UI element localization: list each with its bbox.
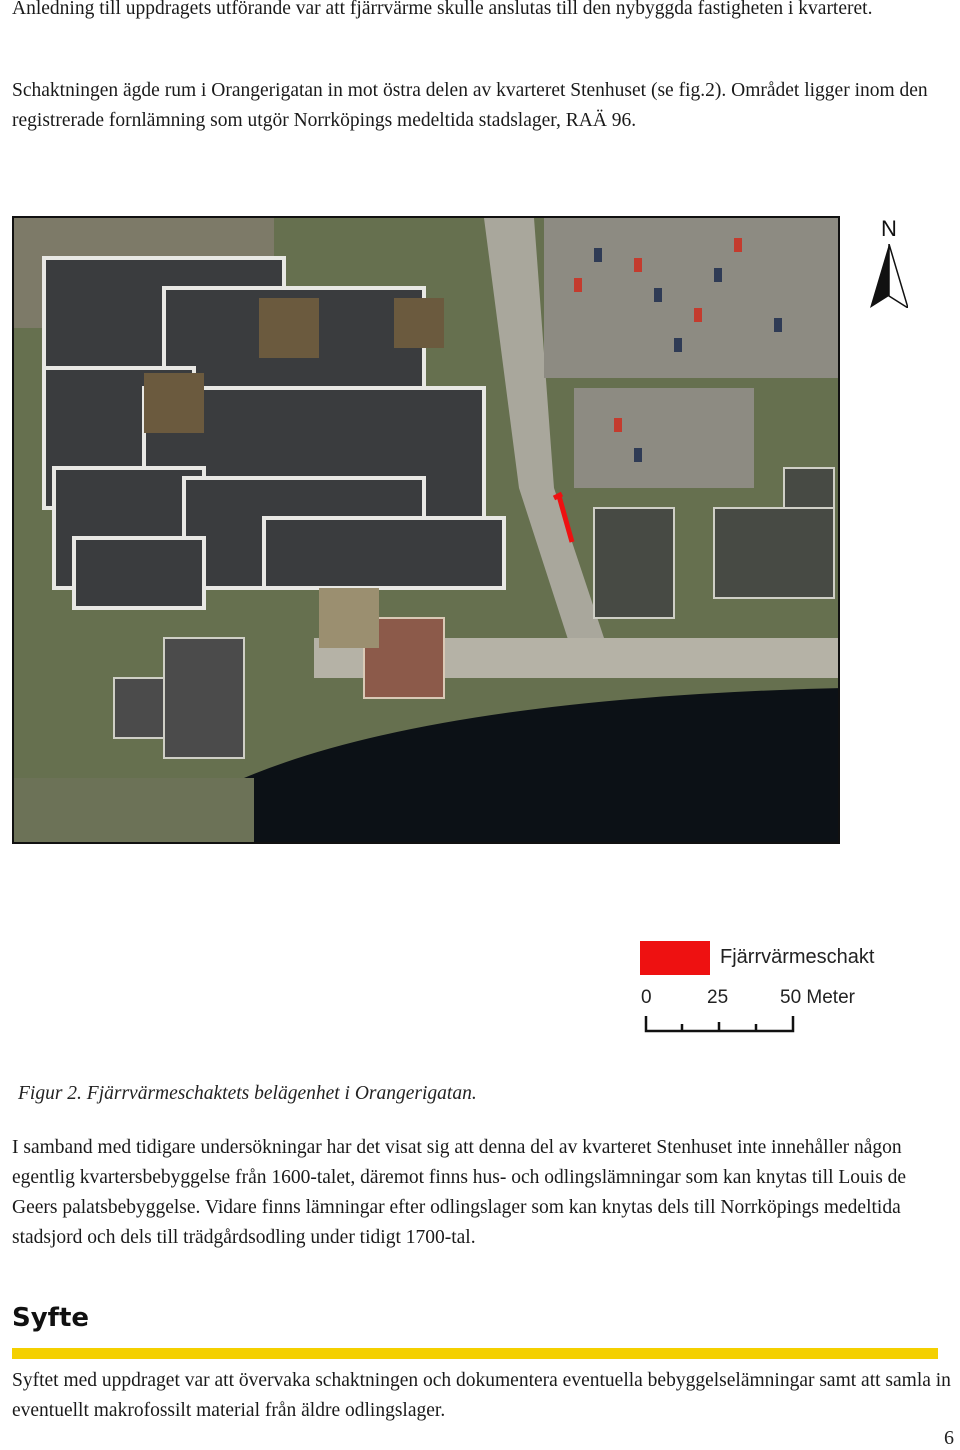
intro-paragraph-1: Anledning till uppdragets utförande var att fjärrvärme skulle anslutas till den nybyggda fastigheten i kvarteret. xyxy=(12,0,873,19)
scale-label-50: 50 Meter xyxy=(780,987,855,1008)
body-paragraph: I samband med tidigare undersökningar har det visat sig att denna del av kvarteret Stenhuset inte innehåller någon egentlig kvartersbebyggelse från 1600-talet, däremot finns hus- och odlingslämningar som kan knytas till Louis de Geers palatsbebyggelse. Vidare finns lämningar efter odlingslager som kan knytas dels till Norrköpings medeltida stadsjord och dels till trädgårdsodling under tidigt 1700-tal. xyxy=(12,1137,907,1248)
north-label: N xyxy=(881,216,897,241)
page-number: 6 xyxy=(944,1427,954,1449)
heading-rule xyxy=(12,1348,938,1359)
figure-caption: Figur 2. Fjärrvärmeschaktets belägenhet i Orangerigatan. xyxy=(18,1083,477,1104)
intro-paragraph-2: Schaktningen ägde rum i Orangerigatan in mot östra delen av kvarteret Stenhuset (se fig.2). Området ligger inom den registrerade fornlämning som utgör Norrköpings medeltida stadslager, RAÄ 96. xyxy=(12,80,928,131)
scale-bar xyxy=(644,1014,796,1034)
legend-swatch xyxy=(640,941,710,975)
purpose-paragraph: Syftet med uppdraget var att övervaka schaktningen och dokumentera eventuella bebyggelselämningar samt att samla in eventuellt makrofossilt material från äldre odlingslager. xyxy=(12,1370,951,1421)
north-arrow-icon xyxy=(870,244,908,308)
legend-label: Fjärrvärmeschakt xyxy=(720,946,875,968)
scale-label-0: 0 xyxy=(641,987,652,1008)
north-arrow xyxy=(864,216,914,310)
scale-label-25: 25 xyxy=(707,987,729,1008)
aerial-map-image xyxy=(12,216,840,844)
section-heading: Syfte xyxy=(12,1303,90,1333)
aerial-photo-drawing xyxy=(14,218,840,844)
